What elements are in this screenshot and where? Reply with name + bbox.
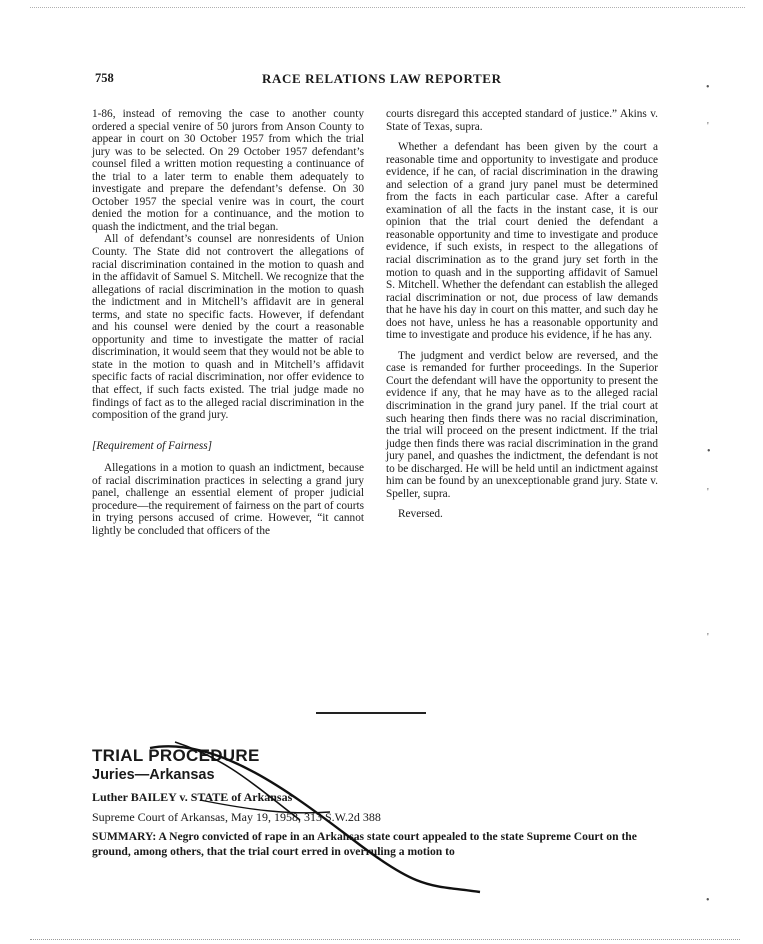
case-summary: SUMMARY: A Negro convicted of rape in an Arkansas state court appealed to the state Supreme Court on the ground, among others, that the trial court erred in overruling a motion to <box>92 830 637 858</box>
top-dotted-edge <box>30 7 745 8</box>
right-column <box>386 108 658 521</box>
bottom-dotted-edge <box>30 939 740 940</box>
running-title: RACE RELATIONS LAW REPORTER <box>262 71 502 86</box>
page-number: 758 <box>95 71 114 85</box>
case-citation: Supreme Court of Arkansas, May 19, 1958, 313 S.W.2d 388 <box>92 810 381 824</box>
case-name: Luther BAILEY v. STATE of Arkansas <box>92 790 293 804</box>
left-paragraph-1: 1-86, instead of removing the case to another county ordered a special venire of 50 jurors from Anson County to appear in court on 30 October 1957 from which the trial jury was to be selected. On 29 October 1957 defendant’s counsel filed a written motion requesting a continuance of the trial to a later term to enable them adequately to investigate and prepare the defendant’s defense. On 30 October 1957 the special venire was in court, the court denied the motion for a continuance, and the motion to quash the indictment, and the trial began. <box>92 108 364 233</box>
reversed-disposition: Reversed. <box>398 508 443 521</box>
right-paragraph-1: courts disregard this accepted standard of justice.” Akins v. State of Texas, supra. <box>386 108 658 133</box>
left-column <box>92 108 364 538</box>
topic-heading: TRIAL PROCEDURE <box>92 746 260 765</box>
section-subheading: [Requirement of Fairness] <box>92 439 213 452</box>
subtopic-heading: Juries—Arkansas <box>92 767 215 783</box>
section-divider <box>316 712 426 714</box>
right-paragraph-2: Whether a defendant has been given by the court a reasonable time and opportunity to investigate and produce evidence, if he can, of racial discrimination in the drawing and selection of a grand jury panel must be determined from the facts in each particular case. After a careful examination of all the facts in the instant case, it is our opinion that the trial court denied the defendant a reasonable opportunity and time to investigate and produce evidence, if such exists, in respect to the allegations of racial discrimination as to the grand jury set forth in the motion to quash and in the supporting affidavit of Samuel S. Mitchell. Whether the defendant can establish the alleged racial discrimination or not, due process of law demands that he have his day in court on this matter, and such day he does not have, unless he has a reasonable opportunity and time to investigate and produce his evidence, if he has any. <box>386 141 658 342</box>
right-paragraph-3: The judgment and verdict below are reversed, and the case is remanded for further proceedings. In the Superior Court the defendant will have the opportunity to present the evidence if any, that he may have as to the alleged racial discrimination in the grand jury panel. If the trial court at such hearing then finds there was no racial discrimination, the trial will proceed on the present indictment. If the trial judge then finds there was racial discrimination in the grand jury panel, and quashes the indictment, the defendant is not to be discharged. He will be held until an indictment against him can be found by an unexceptionable grand jury. State v. Speller, supra. <box>386 349 658 500</box>
left-paragraph-3: Allegations in a motion to quash an indictment, because of racial discrimination practices in selecting a grand jury panel, challenge an essential element of proper judicial procedure—the requirement of fairness on the part of courts in trying persons accused of crime. However, “it cannot lightly be concluded that officers of the <box>92 462 364 537</box>
left-paragraph-2: All of defendant’s counsel are nonresidents of Union County. The State did not controvert the allegations of racial discrimination contained in the motion to quash and in the affidavit of Samuel S. Mitchell. We recognize that the allegations of racial discrimination in the motion to quash the indictment and in Mitchell’s affidavit are in general terms, and state no specific facts. However, if defendant and his counsel were denied by the court a reasonable opportunity and time to investigate the matter of racial discrimination, it would seem that they would not be able to state in the motion to quash and in Mitchell’s affidavit specific facts of racial discrimination, nor offer evidence to that effect, if such facts existed. The trial judge made no findings of fact as to the alleged racial discrimination in the composition of the grand jury. <box>92 233 364 422</box>
